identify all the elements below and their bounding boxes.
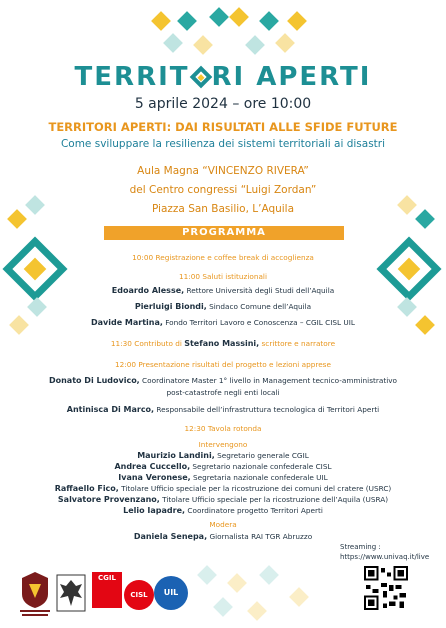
diamond-decoration bbox=[259, 11, 279, 31]
event-subtitle: TERRITORI APERTI: DAI RISULTATI ALLE SFIDE FUTURE bbox=[48, 120, 398, 134]
diamond-decoration bbox=[213, 597, 233, 617]
program-item: 12:30 Tavola rotonda bbox=[184, 424, 262, 433]
speaker-line: Antinisca Di Marco, Responsabile dell’infrastruttura tecnologica di Territori Aperti bbox=[66, 405, 380, 414]
speaker-line: Edoardo Alesse, Rettore Università degli Studi dell’Aquila bbox=[111, 286, 335, 295]
venue-line: del Centro congressi “Luigi Zordan” bbox=[129, 184, 317, 196]
streaming-link[interactable]: https://www.univaq.it/live bbox=[340, 553, 430, 561]
diamond-decoration bbox=[247, 601, 267, 621]
title-text: RI APERTI bbox=[211, 62, 372, 92]
diamond-decoration bbox=[163, 33, 183, 53]
speaker-line: Raffaello Fico, Titolare Ufficio speciale per la ricostruzione dei comuni del cratere (USRC) bbox=[54, 484, 392, 493]
event-date: 5 aprile 2024 – ore 10:00 bbox=[134, 96, 312, 112]
diamond-decoration bbox=[177, 11, 197, 31]
diamond-decoration bbox=[287, 11, 307, 31]
diamond-decoration bbox=[227, 573, 247, 593]
eagle-crest-logo bbox=[56, 574, 86, 614]
uil-logo: UIL bbox=[154, 576, 188, 610]
speaker-line: Maurizio Landini, Segretario generale CGIL bbox=[137, 451, 309, 460]
diamond-decoration bbox=[209, 7, 229, 27]
speaker-line: Ivana Veronese, Segretaria nazionale confederale UIL bbox=[118, 473, 328, 482]
speaker-line: post-catastrofe negli enti locali bbox=[166, 388, 280, 397]
diamond-decoration bbox=[193, 35, 213, 55]
poster-title bbox=[0, 62, 446, 92]
diamond-decoration bbox=[259, 565, 279, 585]
speaker-line: Davide Martina, Fondo Territori Lavoro e Conoscenza – CGIL CISL UIL bbox=[90, 318, 355, 327]
program-item: 10:00 Registrazione e coffee break di accoglienza bbox=[132, 253, 314, 262]
streaming-info bbox=[340, 542, 429, 562]
program-item: Intervengono bbox=[198, 440, 248, 449]
speaker-line: Pierluigi Biondi, Sindaco Comune dell’Aquila bbox=[134, 302, 312, 311]
event-tagline: Come sviluppare la resilienza dei sistemi territoriali ai disastri bbox=[60, 138, 386, 150]
qr-code-icon[interactable] bbox=[364, 566, 408, 610]
venue-line: Piazza San Basilio, L’Aquila bbox=[151, 203, 295, 215]
title-text: TERRIT bbox=[74, 62, 190, 92]
diamond-decoration bbox=[245, 35, 265, 55]
venue-line: Aula Magna “VINCENZO RIVERA” bbox=[137, 165, 309, 177]
diamond-decoration bbox=[289, 587, 309, 607]
university-logo bbox=[18, 570, 52, 620]
programma-banner: PROGRAMMA bbox=[104, 226, 344, 240]
program-item: 11:30 Contributo di Stefano Massini, scrittore e narratore bbox=[110, 339, 336, 348]
speaker-line: Salvatore Provenzano, Titolare Ufficio speciale per la ricostruzione dell’Aquila (USRA) bbox=[57, 495, 389, 504]
speaker-line: Daniela Senepa, Giornalista RAI TGR Abruzzo bbox=[133, 532, 313, 541]
speaker-line: Lelio Iapadre, Coordinatore progetto Territori Aperti bbox=[123, 506, 323, 515]
speaker-line: Andrea Cuccello, Segretario nazionale confederale CISL bbox=[114, 462, 332, 471]
program-item: 12:00 Presentazione risultati del progetto e lezioni apprese bbox=[115, 360, 331, 369]
speaker-line: Donato Di Ludovico, Coordinatore Master 1° livello in Management tecnico-amministrativo bbox=[48, 376, 398, 385]
cgil-logo: CGIL bbox=[92, 572, 122, 608]
streaming-label: Streaming : bbox=[340, 543, 381, 551]
diamond-decoration bbox=[151, 11, 171, 31]
diamond-decoration bbox=[229, 7, 249, 27]
diamond-decoration bbox=[197, 565, 217, 585]
program-item: Modera bbox=[209, 520, 237, 529]
program-item: 11:00 Saluti istituzionali bbox=[179, 272, 267, 281]
diamond-decoration bbox=[275, 33, 295, 53]
cisl-logo: CISL bbox=[124, 580, 154, 610]
diamond-o-icon bbox=[189, 65, 212, 88]
